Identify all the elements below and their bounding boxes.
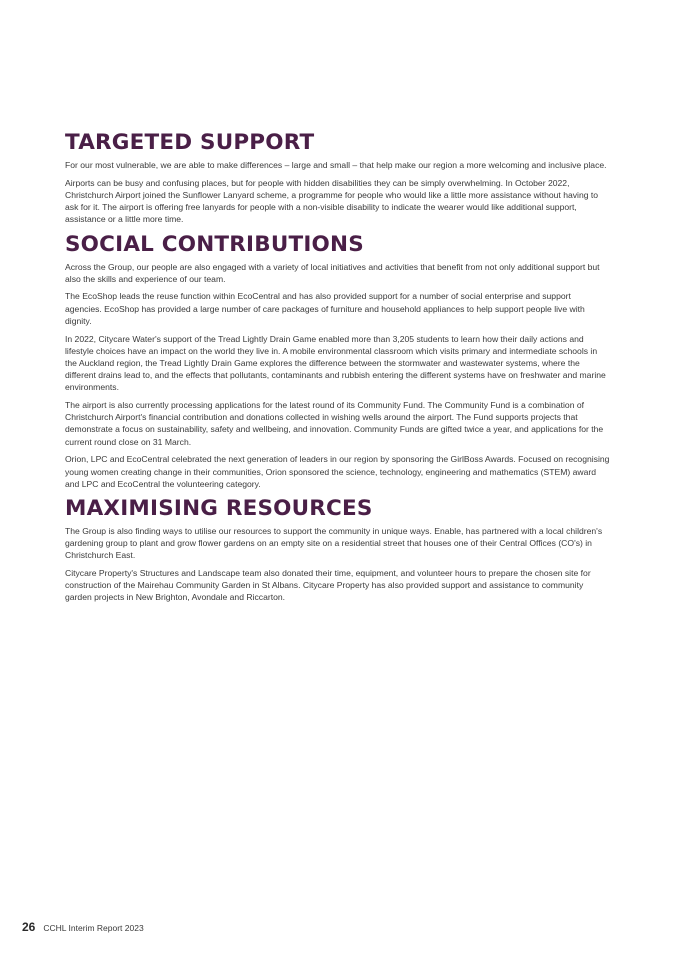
- section-targeted-support: [65, 130, 610, 226]
- section-paragraph: For our most vulnerable, we are able to make differences – large and small – that help make our region a more welcoming and inclusive place.: [65, 160, 607, 170]
- section-paragraph: Orion, LPC and EcoCentral celebrated the next generation of leaders in our region by sponsoring the GirlBoss Awards. Focused on recognising young women creating change in their communities, Orion sponsored the science, technology, engineering and mathematics (STEM) award and LPC and EcoCentral the volunteering category.: [65, 454, 610, 489]
- section-paragraph: In 2022, Citycare Water's support of the Tread Lightly Drain Game enabled more than 3,205 students to learn how their daily actions and lifestyle choices have an impact on the world they live in. A mobile environmental classroom which visits primary and intermediate schools in the Auckland region, the Tread Lightly Drain Game explores the difference between the stormwater and wastewater systems, where the different drains lead to, and the effects that pollutants, contaminants and rubbish entering the different systems have on freshwater and marine environments.: [65, 333, 606, 393]
- section-heading: TARGETED SUPPORT: [65, 130, 315, 155]
- section-paragraph: The EcoShop leads the reuse function within EcoCentral and has also provided support for a number of social enterprise and support agencies. EcoShop has provided a large number of care packages of furniture and household appliances to help support people live with dignity.: [65, 291, 585, 326]
- section-paragraph: The Group is also finding ways to utilise our resources to support the community in unique ways. Enable, has partnered with a local children's gardening group to plant and grow flower gardens on an empty site on a residential street that houses one of their Central Offices (CO's) in Christchurch East.: [65, 525, 603, 561]
- section-heading: SOCIAL CONTRIBUTIONS: [65, 231, 364, 257]
- report-title: CCHL Interim Report 2023: [43, 923, 144, 933]
- section-paragraph: Across the Group, our people are also engaged with a variety of local initiatives and activities that benefit from not only additional support but also the skills and experience of our team.: [65, 261, 600, 284]
- section-paragraph: Citycare Property's Structures and Landscape team also donated their time, equipment, and volunteer hours to prepare the chosen site for construction of the Mairehau Community Garden in St Albans. Citycare Property has also provided support and assistance to community garden projects in New Brighton, Avondale and Riccarton.: [65, 568, 591, 603]
- page-number: 26: [22, 920, 36, 934]
- section-heading: MAXIMISING RESOURCES: [65, 495, 373, 521]
- section-social-contributions: [65, 232, 610, 490]
- section-maximising-resources: [65, 496, 610, 604]
- section-paragraph: Airports can be busy and confusing places, but for people with hidden disabilities they can be simply overwhelming. In October 2022, Christchurch Airport joined the Sunflower Lanyard scheme, a programme for people who would like a little more assistance without having to ask for it. The airport is offering free lanyards for people with a non-visible disability to indicate the wearer would like additional support, assistance or a little more time.: [65, 177, 599, 225]
- section-paragraph: The airport is also currently processing applications for the latest round of its Community Fund. The Community Fund is a combination of Christchurch Airport's financial contribution and donations collected in wishing wells around the airport. The Fund supports projects that demonstrate a focus on sustainability, safety and wellbeing, and innovation. Community Funds are gifted twice a year, and applications for the current round close on 31 March.: [65, 400, 604, 447]
- page-footer: [22, 920, 144, 934]
- page-content: [65, 130, 610, 609]
